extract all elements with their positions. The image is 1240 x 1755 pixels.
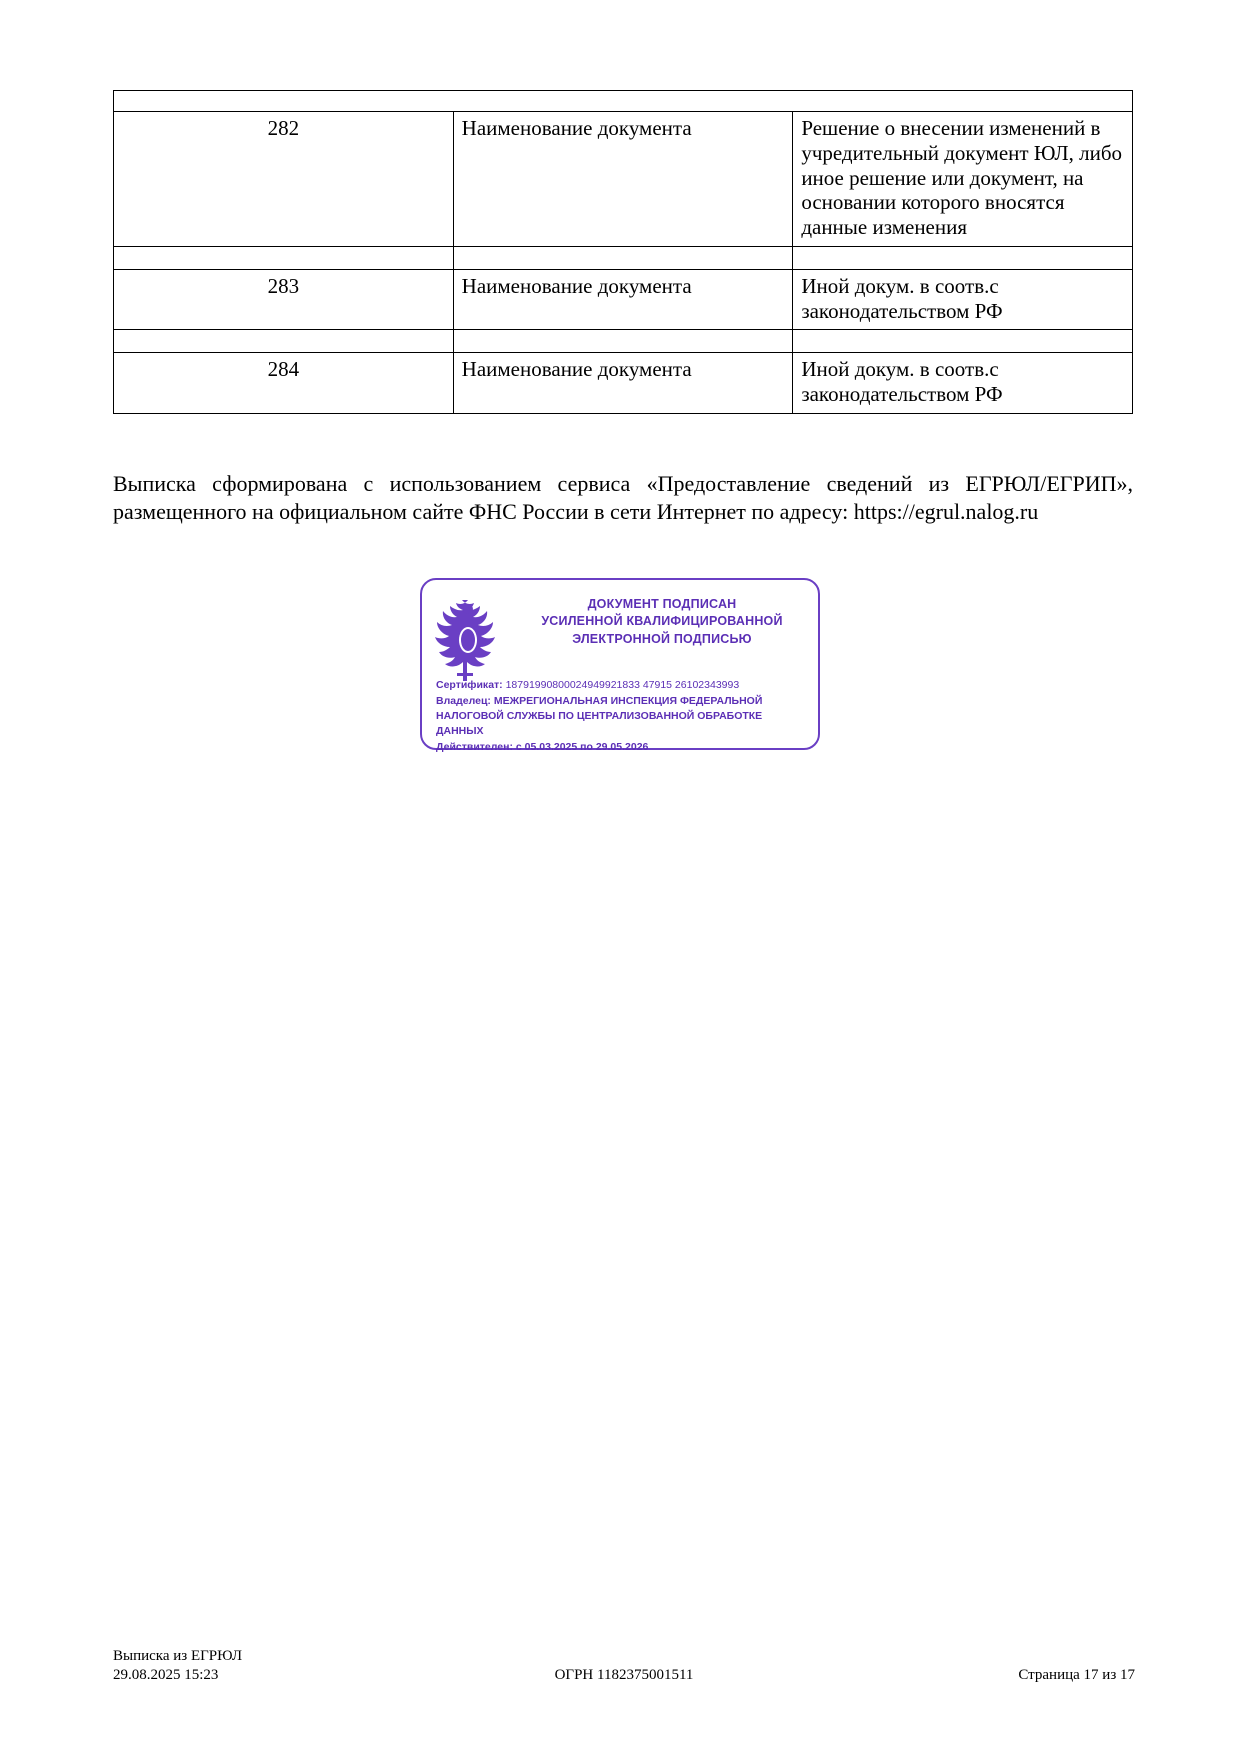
row-value: Иной докум. в соотв.с законодательством РФ <box>793 269 1133 330</box>
stamp-details <box>436 678 808 756</box>
documents-table <box>113 90 1133 414</box>
stamp-title-line2: УСИЛЕННОЙ КВАЛИФИЦИРОВАННОЙ <box>541 614 783 629</box>
spacer-cell-num <box>114 330 454 353</box>
stamp-title <box>512 596 812 648</box>
footer-datetime: 29.08.2025 15:23 <box>113 1667 219 1683</box>
row-number: 284 <box>114 353 454 414</box>
footer-ogrn: ОГРН 1182375001511 <box>554 1667 694 1683</box>
footer-page-number: Страница 17 из 17 <box>1018 1667 1135 1683</box>
table-row <box>114 112 1133 247</box>
row-label: Наименование документа <box>453 112 793 247</box>
spacer-cell-num <box>114 246 454 269</box>
stamp-valid-value: с 05.03.2025 по 29.05.2026 <box>515 740 649 753</box>
service-note-paragraph: Выписка сформирована с использованием сервиса «Предоставление сведений из ЕГРЮЛ/ЕГРИП», размещенного на официальном сайте ФНС России в сети Интернет по адресу: https://egrul.nalog.ru <box>113 471 1133 525</box>
page-footer <box>113 1648 1135 1687</box>
stamp-valid-row <box>436 740 808 755</box>
row-number: 282 <box>114 112 454 247</box>
spacer-cell-name <box>453 246 793 269</box>
spacer-cell-value <box>793 246 1133 269</box>
stamp-certificate-value: 18791990800024949921833 47915 26102343993 <box>505 679 740 691</box>
row-number: 283 <box>114 269 454 330</box>
table-spacer-row <box>114 246 1133 269</box>
stamp-title-line1: ДОКУМЕНТ ПОДПИСАН <box>587 597 737 611</box>
row-label: Наименование документа <box>453 353 793 414</box>
footer-row <box>113 1667 1135 1687</box>
stamp-valid-label: Действителен: <box>436 740 513 753</box>
row-value: Иной докум. в соотв.с законодательством РФ <box>793 353 1133 414</box>
spacer-cell-value <box>793 330 1133 353</box>
table-top-spacer-row <box>114 91 1133 112</box>
table-spacer-row <box>114 330 1133 353</box>
row-label: Наименование документа <box>453 269 793 330</box>
stamp-owner-label: Владелец: <box>436 694 491 707</box>
stamp-certificate-row <box>436 678 808 693</box>
stamp-owner-value: МЕЖРЕГИОНАЛЬНАЯ ИНСПЕКЦИЯ ФЕДЕРАЛЬНОЙ НАЛОГОВОЙ СЛУЖБЫ ПО ЦЕНТРАЛИЗОВАННОЙ ОБРАБОТКЕ ДАННЫХ <box>436 694 763 737</box>
spacer-cell-name <box>453 330 793 353</box>
footer-document-title: Выписка из ЕГРЮЛ <box>113 1648 242 1664</box>
table-row <box>114 353 1133 414</box>
table-top-spacer-cell <box>114 91 1133 112</box>
stamp-owner-row <box>436 694 808 739</box>
table-row <box>114 269 1133 330</box>
stamp-certificate-label: Сертификат: <box>436 679 503 691</box>
electronic-signature-stamp <box>420 578 820 753</box>
double-headed-eagle-icon <box>432 594 504 686</box>
row-value: Решение о внесении изменений в учредительный документ ЮЛ, либо иное решение или документ, на основании которого вносятся данные изменения <box>793 112 1133 247</box>
stamp-title-line3: ЭЛЕКТРОННОЙ ПОДПИСЬЮ <box>572 631 752 646</box>
